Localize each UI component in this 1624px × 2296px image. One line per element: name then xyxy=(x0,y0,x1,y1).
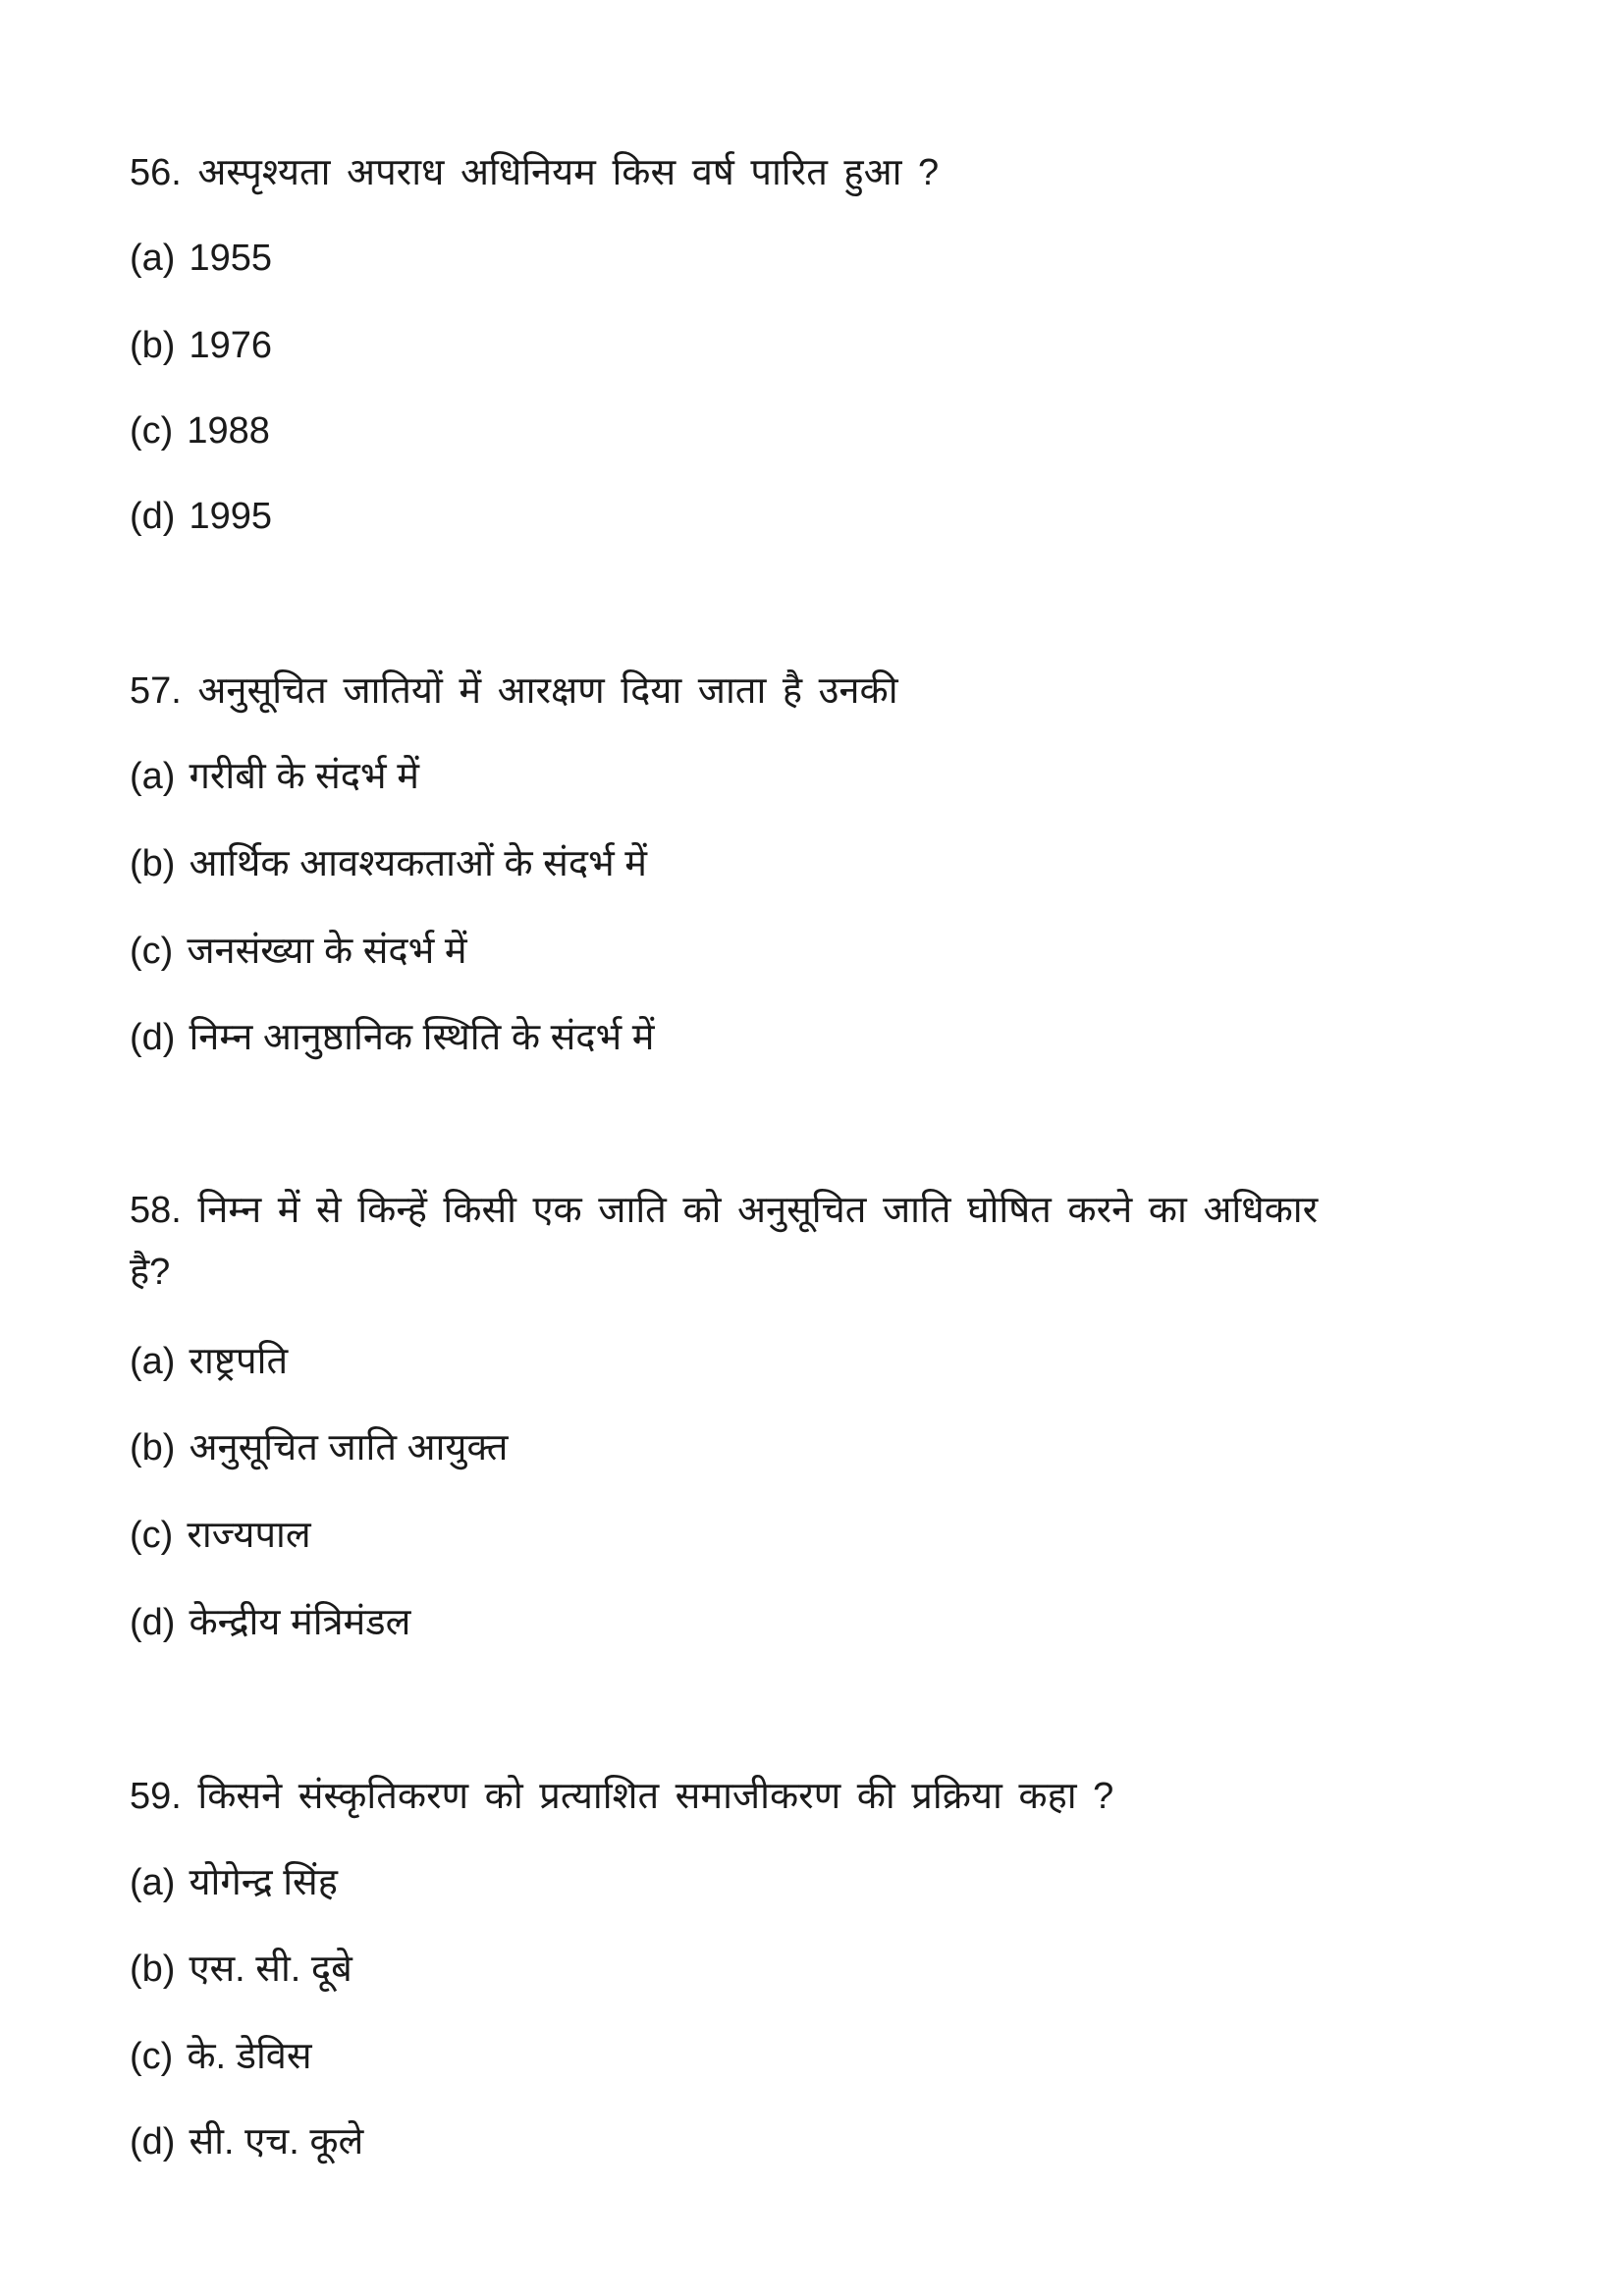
question-text: अनुसूचित जातियों में आरक्षण दिया जाता है उनकी xyxy=(197,670,898,712)
option-text: योगेन्द्र सिंह xyxy=(189,1862,338,1903)
option-56-c xyxy=(130,405,270,456)
question-number: 59. xyxy=(130,1776,182,1817)
question-58-continuation: है? xyxy=(130,1252,171,1293)
option-59-c xyxy=(130,2031,312,2082)
option-text: सी. एच. कूले xyxy=(189,2121,364,2163)
option-text: आर्थिक आवश्यकताओं के संदर्भ में xyxy=(189,843,647,884)
option-text: अनुसूचित जाति आयुक्त xyxy=(189,1427,509,1468)
option-56-b xyxy=(130,320,272,371)
option-label: (c) xyxy=(130,1515,174,1556)
question-number: 56. xyxy=(130,152,182,193)
option-label: (a) xyxy=(130,1341,176,1382)
question-text: किसने संस्कृतिकरण को प्रत्याशित समाजीकरण की प्रक्रिया कहा ? xyxy=(197,1776,1114,1817)
option-label: (d) xyxy=(130,1017,176,1058)
option-58-b xyxy=(130,1422,508,1473)
option-text: के. डेविस xyxy=(187,2036,312,2077)
option-text: राष्ट्रपति xyxy=(189,1341,289,1382)
option-text: जनसंख्या के संदर्भ में xyxy=(187,931,467,972)
option-label: (b) xyxy=(130,843,176,884)
option-59-b xyxy=(130,1944,352,1995)
question-text: निम्न में से किन्हें किसी एक जाति को अनुसूचित जाति घोषित करने का अधिकार xyxy=(197,1190,1319,1231)
option-text: राज्यपाल xyxy=(187,1515,311,1556)
option-text: 1955 xyxy=(189,238,272,279)
option-label: (a) xyxy=(130,238,176,279)
question-number: 58. xyxy=(130,1190,182,1231)
option-label: (a) xyxy=(130,756,176,797)
option-label: (c) xyxy=(130,931,174,972)
option-57-d xyxy=(130,1012,654,1063)
option-text: निम्न आनुष्ठानिक स्थिति के संदर्भ में xyxy=(189,1017,655,1058)
option-label: (b) xyxy=(130,1427,176,1468)
option-58-d xyxy=(130,1597,410,1648)
option-59-d xyxy=(130,2116,363,2167)
option-label: (d) xyxy=(130,2121,176,2163)
option-58-a xyxy=(130,1336,288,1387)
option-57-c xyxy=(130,926,467,977)
option-text: 1988 xyxy=(187,410,270,452)
option-label: (c) xyxy=(130,2036,174,2077)
option-label: (b) xyxy=(130,1949,176,1990)
option-57-a xyxy=(130,751,419,802)
option-label: (c) xyxy=(130,410,174,452)
question-number: 57. xyxy=(130,670,182,712)
option-57-b xyxy=(130,838,647,889)
option-label: (d) xyxy=(130,496,176,537)
question-text: अस्पृश्यता अपराध अधिनियम किस वर्ष पारित हुआ ? xyxy=(197,152,940,193)
option-59-a xyxy=(130,1857,338,1908)
option-56-d xyxy=(130,491,272,542)
option-text: 1995 xyxy=(189,496,272,537)
option-56-a xyxy=(130,233,272,284)
option-label: (b) xyxy=(130,325,176,366)
question-59 xyxy=(130,1771,1113,1822)
question-56 xyxy=(130,147,939,198)
question-57 xyxy=(130,666,898,717)
option-58-c xyxy=(130,1510,311,1561)
option-text: गरीबी के संदर्भ में xyxy=(189,756,419,797)
option-label: (a) xyxy=(130,1862,176,1903)
option-text: एस. सी. दूबे xyxy=(189,1949,352,1990)
option-text: केन्द्रीय मंत्रिमंडल xyxy=(189,1602,411,1643)
option-text: 1976 xyxy=(189,325,272,366)
option-label: (d) xyxy=(130,1602,176,1643)
question-58 xyxy=(130,1185,1318,1236)
